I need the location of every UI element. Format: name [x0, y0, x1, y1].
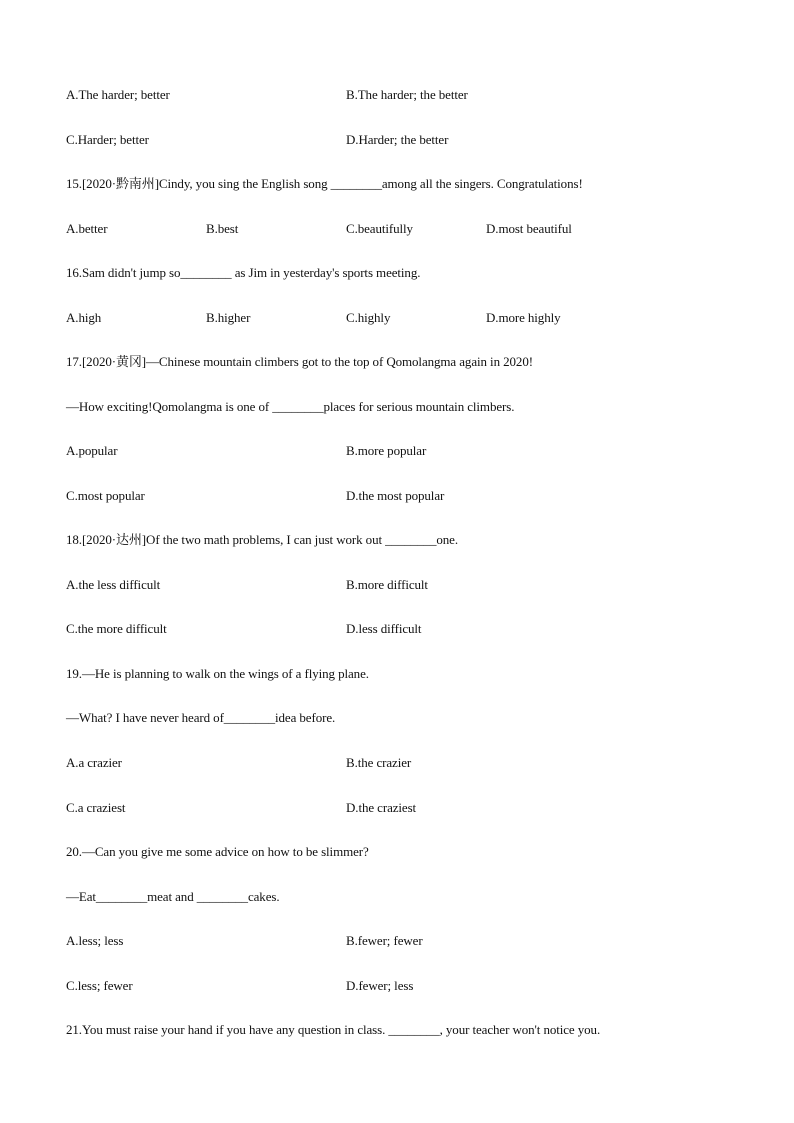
q19-stem-reply: —What? I have never heard of________idea before. [66, 710, 336, 725]
q16-option-d: D.more highly [486, 310, 561, 325]
q19-option-a: A.a crazier [66, 755, 122, 770]
q18-option-b: B.more difficult [346, 577, 428, 592]
q20-stem: 20.—Can you give me some advice on how to be slimmer? [66, 844, 369, 859]
q19-option-d: D.the craziest [346, 800, 417, 815]
q18-option-c: C.the more difficult [66, 621, 167, 636]
q20-option-d: D.fewer; less [346, 978, 414, 993]
q21-stem: 21.You must raise your hand if you have any question in class. ________, your teacher won't notice you. [66, 1022, 601, 1037]
q16-option-b: B.higher [206, 310, 251, 325]
q17-stem-reply: —How exciting!Qomolangma is one of ________places for serious mountain climbers. [66, 399, 515, 414]
q16-stem: 16.Sam didn't jump so________ as Jim in yesterday's sports meeting. [66, 265, 421, 280]
q18-stem: 18.[2020·达州]Of the two math problems, I can just work out ________one. [66, 532, 458, 547]
q17-option-d: D.the most popular [346, 488, 445, 503]
q15-option-b: B.best [206, 221, 239, 236]
q17-stem: 17.[2020·黄冈]—Chinese mountain climbers got to the top of Qomolangma again in 2020! [66, 354, 533, 369]
q19-option-c: C.a craziest [66, 800, 126, 815]
q17-option-a: A.popular [66, 443, 118, 458]
q14-option-d: D.Harder; the better [346, 132, 449, 147]
q14-option-c: C.Harder; better [66, 132, 149, 147]
q17-option-c: C.most popular [66, 488, 145, 503]
q17-option-b: B.more popular [346, 443, 427, 458]
q20-stem-reply: —Eat________meat and ________cakes. [66, 889, 280, 904]
q20-option-c: C.less; fewer [66, 978, 133, 993]
q19-stem: 19.—He is planning to walk on the wings of a flying plane. [66, 666, 369, 681]
q15-option-a: A.better [66, 221, 108, 236]
q15-option-c: C.beautifully [346, 221, 413, 236]
q18-option-a: A.the less difficult [66, 577, 161, 592]
q16-option-c: C.highly [346, 310, 391, 325]
q15-stem: 15.[2020·黔南州]Cindy, you sing the English song ________among all the singers. Congratulations! [66, 176, 583, 191]
q20-option-a: A.less; less [66, 933, 124, 948]
q19-option-b: B.the crazier [346, 755, 412, 770]
q14-option-a: A.The harder; better [66, 87, 170, 102]
q16-option-a: A.high [66, 310, 102, 325]
q20-option-b: B.fewer; fewer [346, 933, 423, 948]
q15-option-d: D.most beautiful [486, 221, 572, 236]
q14-option-b: B.The harder; the better [346, 87, 468, 102]
q18-option-d: D.less difficult [346, 621, 422, 636]
